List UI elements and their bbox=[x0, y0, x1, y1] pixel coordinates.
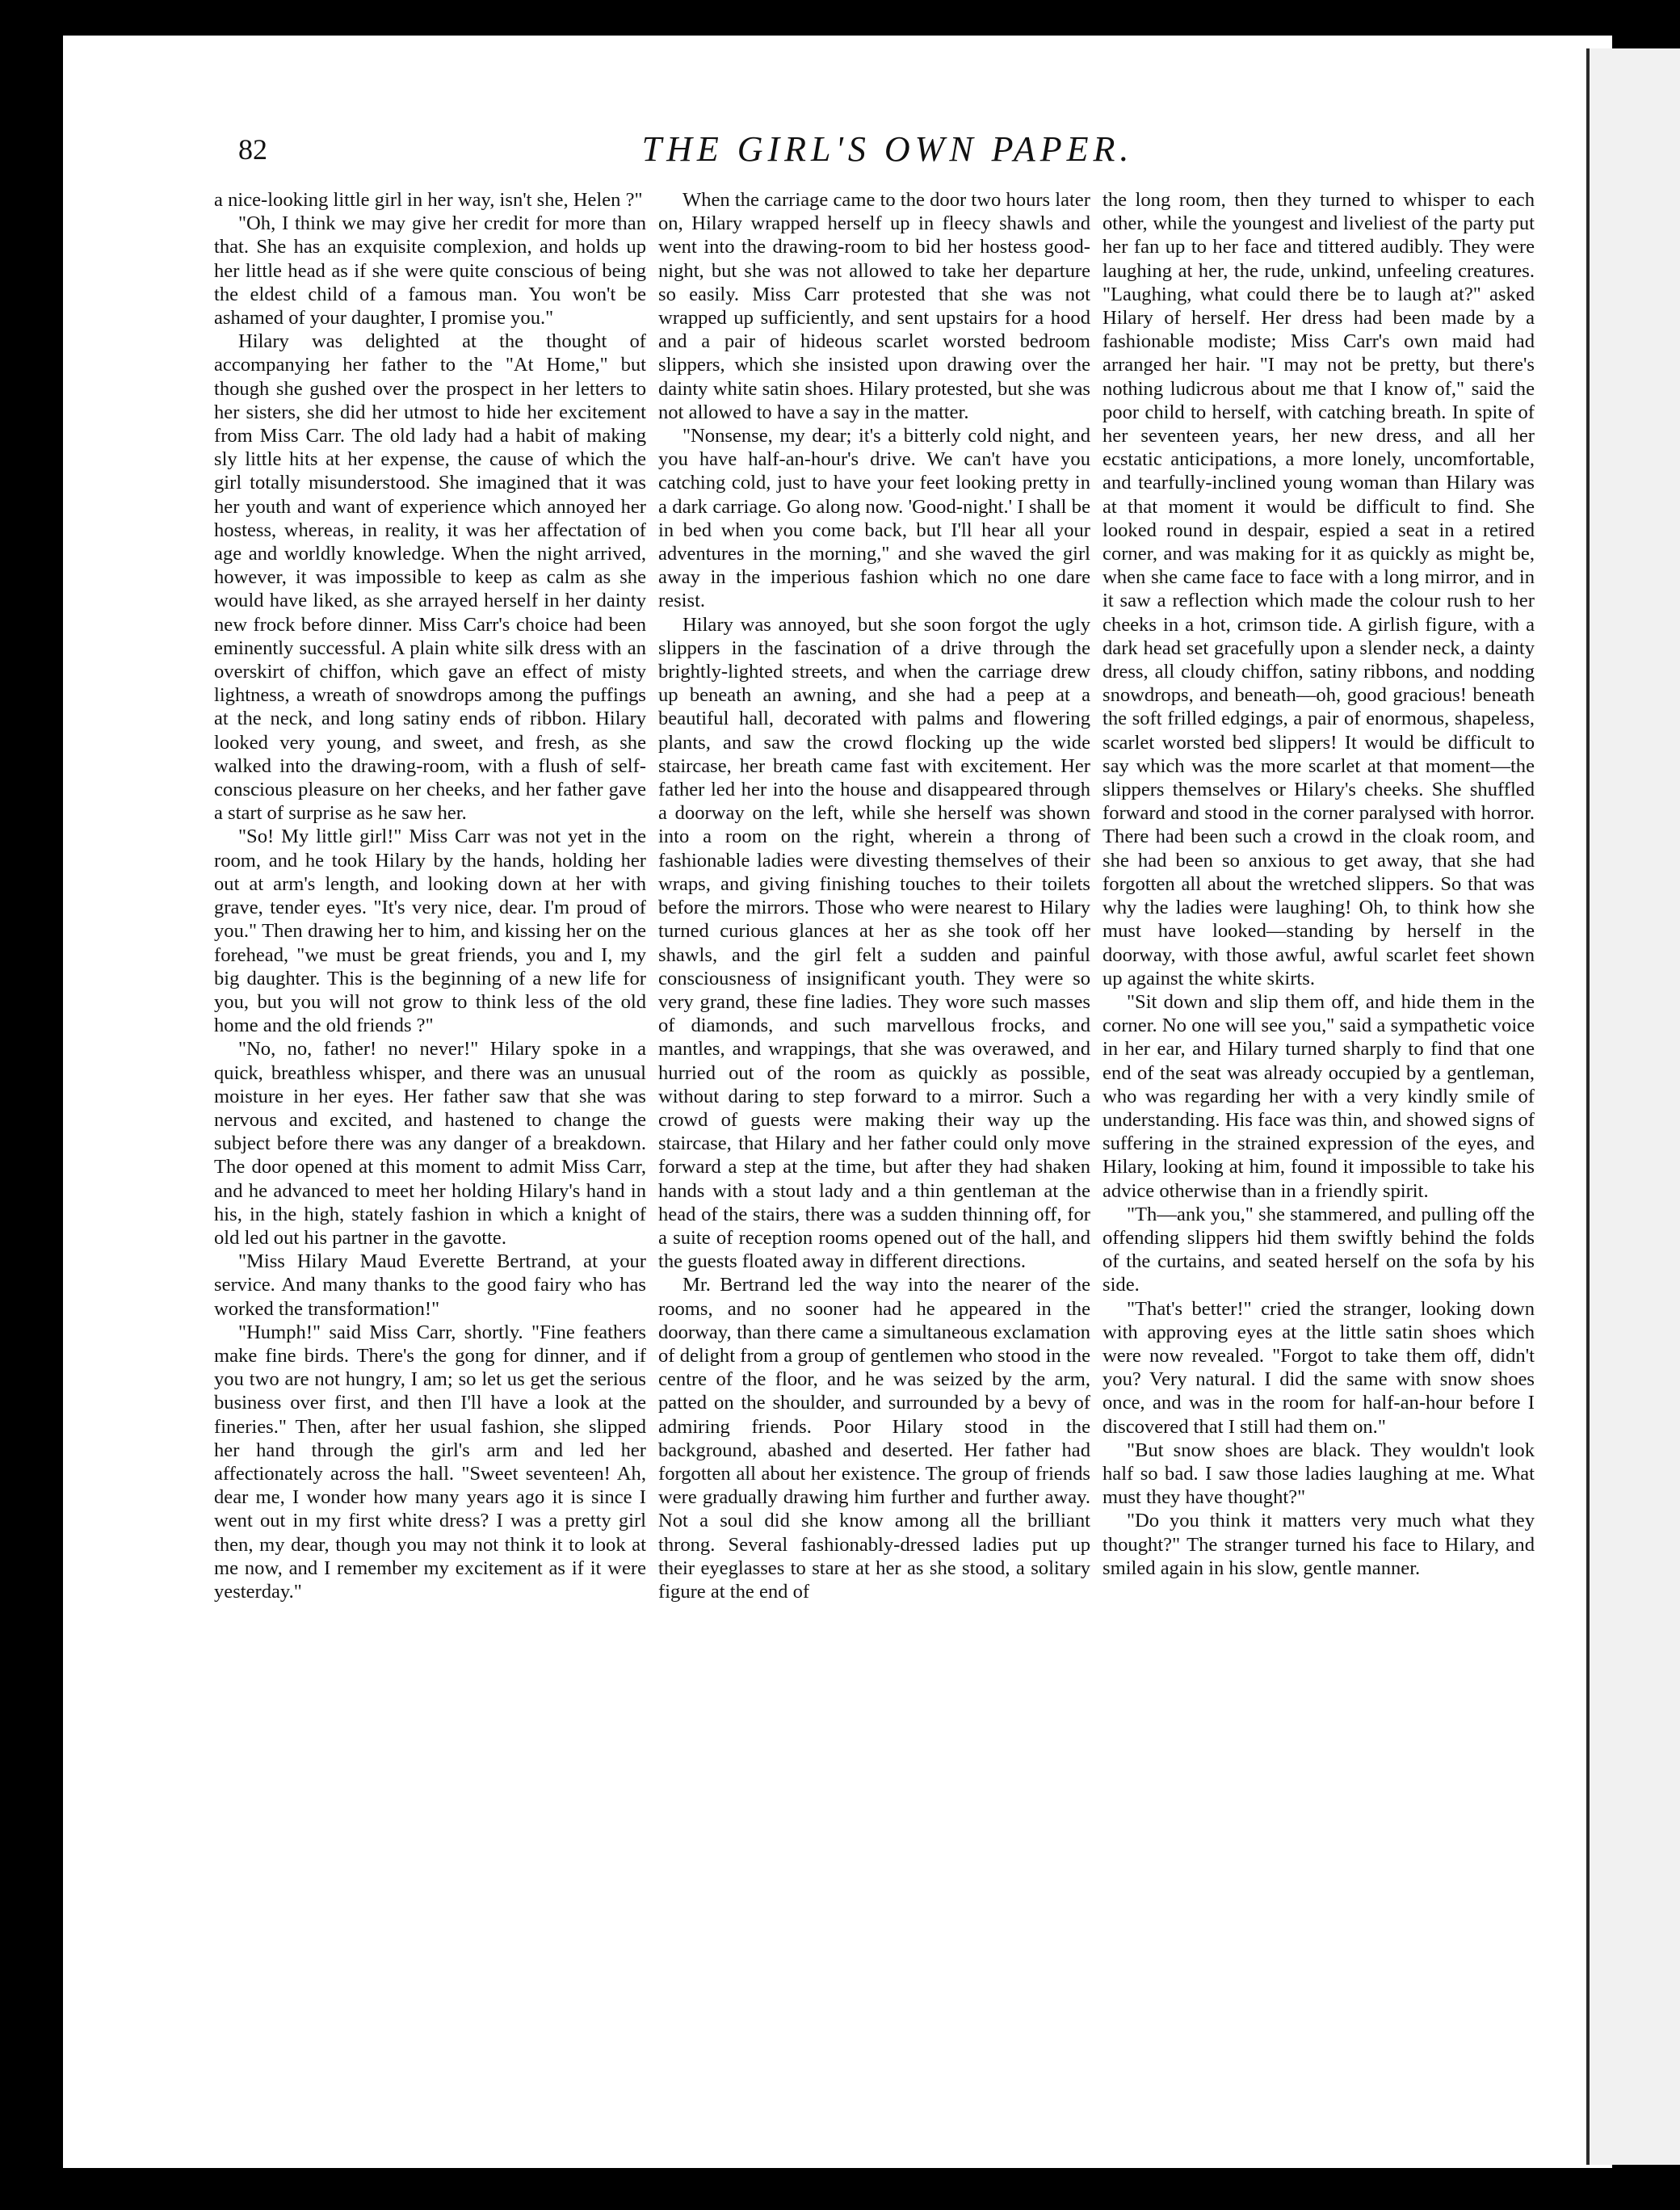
paragraph: a nice-looking little girl in her way, isn't she, Helen ?" bbox=[214, 189, 643, 211]
paragraph: Mr. Bertrand led the way into the nearer of the rooms, and no sooner had he appeared in the doorway, than there came a simultaneous exclamation of delight from a group of gentlemen who stood in the centre of the floor, and he was seized by the arm, patted on the shoulder, and surrounded by a bevy of admiring friends. Poor Hilary stood in the background, abashed and deserted. Her father had forgotten all about her existence. The group of friends were gradually drawing him further and further away. Not a soul did she know among all the brilliant throng. Several fashionably-dressed ladies put up their eyeglasses to stare at her as she stood, a solitary figure at the end of bbox=[658, 1274, 1090, 1603]
paragraph: "Miss Hilary Maud Everette Bertrand, at your service. And many thanks to the good fairy who has worked the transformation!" bbox=[214, 1250, 646, 1320]
paragraph: "That's better!" cried the stranger, looking down with approving eyes at the little satin shoes which were now revealed. "Forgot to take them off, didn't you? Very natural. I did the same with snow shoes once, and was in the room for half-an-hour before I discovered that I still had them on." bbox=[1102, 1297, 1535, 1438]
paragraph: Hilary was delighted at the thought of accompanying her father to the "At Home," but though she gushed over the prospect in her letters to her sisters, she did her utmost to hide her excitement from Miss Carr. The old lady had a habit of making sly little hits at her expense, the cause of which the girl totally misunderstood. She imagined that it was her youth and want of experience which annoyed her hostess, whereas, in reality, it was her affectation of age and worldly knowledge. When the night arrived, however, it was impossible to keep as calm as she would have liked, as she arrayed herself in her dainty new frock before dinner. Miss Carr's choice had been eminently successful. A plain white silk dress with an overskirt of chiffon, which gave an effect of misty lightness, a wreath of snowdrops among the puffings at the neck, and long satiny ends of ribbon. Hilary looked very young, and sweet, and fresh, as she walked into the drawing-room, with a flush of self-conscious pleasure on her cheeks, and her father gave a start of surprise as he saw her. bbox=[214, 330, 646, 825]
paragraph: "Do you think it matters very much what they thought?" The stranger turned his face to Hilary, and smiled again in his slow, gentle manner. bbox=[1102, 1510, 1535, 1579]
paragraph: When the carriage came to the door two hours later on, Hilary wrapped herself up in fleecy shawls and went into the drawing-room to bid her hostess good-night, but she was not allowed to take her departure so easily. Miss Carr protested that she was not wrapped up sufficiently, and sent upstairs for a hood and a pair of hideous scarlet worsted bedroom slippers, which she insisted upon drawing over the dainty white satin shoes. Hilary protested, but she was not allowed to have a say in the matter. bbox=[658, 189, 1090, 423]
paragraph: "Humph!" said Miss Carr, shortly. "Fine feathers make fine birds. There's the gong for dinner, and if you two are not hungry, I am; so let us get the serious business over first, and then I'll have a look at the fineries." Then, after her usual fashion, she slipped her hand through the girl's arm and led her affectionately across the hall. "Sweet seventeen! Ah, dear me, I wonder how many years ago it is since I went out in my first white dress? I was a pretty girl then, my dear, though you may not think it to look at me now, and I remember my excitement as if it were yesterday." bbox=[214, 1321, 646, 1603]
page-number: 82 bbox=[238, 133, 267, 166]
page-header bbox=[238, 125, 1537, 174]
paragraph: "Sit down and slip them off, and hide them in the corner. No one will see you," said a sympathetic voice in her ear, and Hilary turned sharply to find that one end of the seat was already occupied by a gentleman, who was regarding her with a very kindly smile of understanding. His face was thin, and showed signs of suffering in the strained expression of the eyes, and Hilary, looking at him, found it impossible to take his advice otherwise than in a friendly spirit. bbox=[1102, 990, 1535, 1202]
text-column-right bbox=[1102, 188, 1535, 2054]
paragraph: the long room, then they turned to whisper to each other, while the youngest and liveliest of the party put her fan up to her face and tittered audibly. They were laughing at her, the rude, unkind, unfeeling creatures. "Laughing, what could there be to laugh at?" asked Hilary of herself. Her dress had been made by a fashionable modiste; Miss Carr's own maid had arranged her hair. "I may not be pretty, but there's nothing ludicrous about me that I know of," said the poor child to herself, with catching breath. In spite of her seventeen years, her new dress, and all her ecstatic anticipations, a more lonely, uncomfortable, and tearfully-inclined young woman than Hilary was at that moment it would be difficult to find. She looked round in despair, espied a seat in a retired corner, and was making for it as quickly as might be, when she came face to face with a long mirror, and in it saw a reflection which made the colour rush to her cheeks in a hot, crimson tide. A girlish figure, with a dark head set gracefully upon a slender neck, a dainty dress, all cloudy chiffon, satiny ribbons, and nodding snowdrops, and beneath—oh, good gracious! beneath the soft frilled edgings, a pair of enormous, shapeless, scarlet worsted bed slippers! It would be difficult to say which was the more scarlet at that moment—the slippers themselves or Hilary's cheeks. She shuffled forward and stood in the corner paralysed with horror. There had been such a crowd in the cloak room, and she had been so anxious to get away, that she had forgotten all about the wretched slippers. So that was why the ladies were laughing! Oh, to think how she must have looked—standing by herself in the doorway, with those awful, awful scarlet feet shown up against the white skirts. bbox=[1102, 189, 1535, 989]
paragraph: "Th—ank you," she stammered, and pulling off the offending slippers hid them swiftly behind the folds of the curtains, and seated herself on the sofa by his side. bbox=[1102, 1203, 1535, 1296]
text-column-middle bbox=[658, 188, 1090, 2054]
paragraph: "But snow shoes are black. They wouldn't look half so bad. I saw those ladies laughing at me. What must they have thought?" bbox=[1102, 1439, 1535, 1509]
running-title: THE GIRL'S OWN PAPER. bbox=[641, 129, 1134, 169]
paragraph: Hilary was annoyed, but she soon forgot the ugly slippers in the fascination of a drive through the brightly-lighted streets, and when the carriage drew up beneath an awning, and she had a peep at a beautiful hall, decorated with palms and flowering plants, and saw the crowd flocking up the wide staircase, her breath came fast with excitement. Her father led her into the house and disappeared through a doorway on the left, while she herself was shown into a room on the right, wherein a throng of fashionable ladies were divesting themselves of their wraps, and giving finishing touches to their toilets before the mirrors. Those who were nearest to Hilary turned curious glances at her as she took off her shawls, and the girl felt a sudden and painful consciousness of insignificant youth. They were so very grand, these fine ladies. They wore such masses of diamonds, and such marvellous frocks, and mantles, and wrappings, that she was overawed, and hurried out of the room as quickly as possible, without daring to step forward to a mirror. Such a crowd of guests were making their way up the staircase, that Hilary and her father could only move forward a step at the time, but after they had shaken hands with a stout lady and a thin gentleman at the head of the stairs, there was a sudden thinning off, for a suite of reception rooms opened out of the hall, and the guests floated away in different directions. bbox=[658, 613, 1090, 1273]
facing-page-edge bbox=[1586, 48, 1680, 2165]
paragraph: "Oh, I think we may give her credit for more than that. She has an exquisite complexion, and holds up her little head as if she were quite conscious of being the eldest child of a famous man. You won't be ashamed of your daughter, I promise you." bbox=[214, 212, 646, 330]
text-column-left bbox=[214, 188, 646, 2054]
paragraph: "So! My little girl!" Miss Carr was not yet in the room, and he took Hilary by the hands, holding her out at arm's length, and looking down at her with grave, tender eyes. "It's very nice, dear. I'm proud of you." Then drawing her to him, and kissing her on the forehead, "we must be great friends, you and I, my big daughter. This is the beginning of a new life for you, but you will not grow to think less of the old home and the old friends ?" bbox=[214, 826, 646, 1037]
paragraph: "Nonsense, my dear; it's a bitterly cold night, and you have half-an-hour's drive. We can't have you catching cold, just to have your feet looking pretty in a dark carriage. Go along now. 'Good-night.' I shall be in bed when you come back, but I'll hear all your adventures in the morning," and she waved the girl away in the imperious fashion which no one dare resist. bbox=[658, 425, 1090, 612]
paragraph: "No, no, father! no never!" Hilary spoke in a quick, breathless whisper, and there was an unusual moisture in her eyes. Her father saw that she was nervous and excited, and hastened to change the subject before there was any danger of a breakdown. The door opened at this moment to admit Miss Carr, and he advanced to meet her holding Hilary's hand in his, in the high, stately fashion in which a knight of old led out his partner in the gavotte. bbox=[214, 1038, 646, 1249]
